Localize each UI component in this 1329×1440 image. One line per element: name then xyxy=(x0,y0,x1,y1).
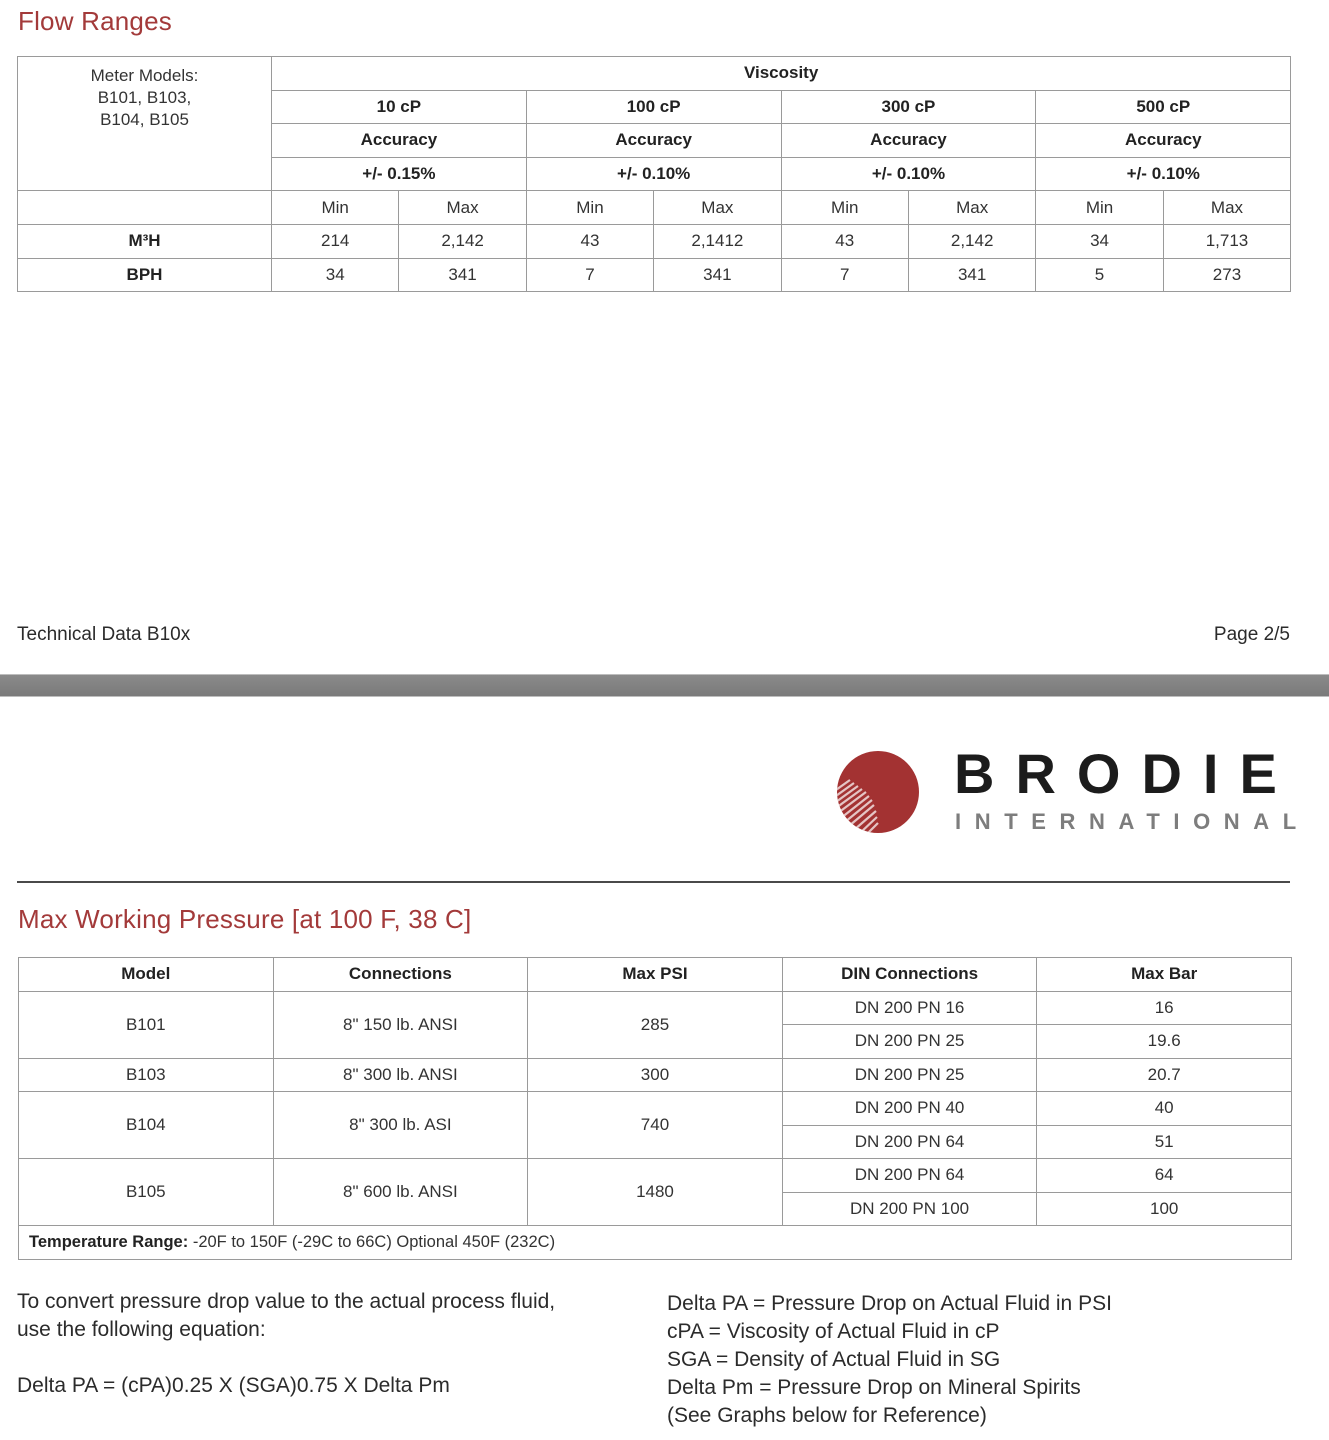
connection-cell: 8" 300 lb. ASI xyxy=(273,1092,528,1159)
definition-delta-pa: Delta PA = Pressure Drop on Actual Fluid in PSI xyxy=(667,1292,1112,1315)
viscosity-header: Viscosity xyxy=(272,57,1291,91)
connection-cell: 8" 600 lb. ANSI xyxy=(273,1159,528,1226)
temperature-range-label: Temperature Range: xyxy=(29,1232,189,1251)
max-psi-cell: 740 xyxy=(528,1092,783,1159)
definition-cpa: cPA = Viscosity of Actual Fluid in cP xyxy=(667,1320,1000,1343)
conversion-note xyxy=(17,1288,555,1400)
empty-cell xyxy=(18,191,272,225)
col-header-connections: Connections xyxy=(273,958,528,992)
table-row-bph xyxy=(18,258,1291,292)
max-bar-cell: 19.6 xyxy=(1037,1025,1292,1059)
max-bar-cell: 100 xyxy=(1037,1192,1292,1226)
model-cell: B101 xyxy=(19,991,274,1058)
accuracy-value: +/- 0.15% xyxy=(272,157,527,191)
accuracy-value: +/- 0.10% xyxy=(781,157,1036,191)
cell: 273 xyxy=(1163,258,1290,292)
viscosity-10cp: 10 cP xyxy=(272,90,527,124)
conversion-equation: Delta PA = (cPA)0.25 X (SGA)0.75 X Delta Pm xyxy=(17,1374,450,1397)
model-cell: B104 xyxy=(19,1092,274,1159)
din-cell: DN 200 PN 64 xyxy=(782,1159,1037,1193)
brodie-logo xyxy=(836,742,1310,838)
cell: 341 xyxy=(908,258,1035,292)
accuracy-label: Accuracy xyxy=(272,124,527,158)
model-cell: B105 xyxy=(19,1159,274,1226)
viscosity-300cp: 300 cP xyxy=(781,90,1036,124)
temperature-range-row xyxy=(19,1226,1292,1260)
viscosity-100cp: 100 cP xyxy=(526,90,781,124)
connection-cell: 8" 300 lb. ANSI xyxy=(273,1058,528,1092)
table-row-b103 xyxy=(19,1058,1292,1092)
row-label-m3h: M³H xyxy=(18,224,272,258)
meter-models-list-1: B101, B103, xyxy=(97,88,192,107)
definition-delta-pm: Delta Pm = Pressure Drop on Mineral Spirits xyxy=(667,1376,1081,1399)
cell: 341 xyxy=(654,258,781,292)
din-cell: DN 200 PN 100 xyxy=(782,1192,1037,1226)
din-cell: DN 200 PN 25 xyxy=(782,1058,1037,1092)
temperature-range-cell xyxy=(19,1226,1292,1260)
table-row-b101 xyxy=(19,991,1292,1025)
accuracy-value: +/- 0.10% xyxy=(1036,157,1291,191)
max-label: Max xyxy=(1163,191,1290,225)
cell: 7 xyxy=(526,258,653,292)
din-cell: DN 200 PN 40 xyxy=(782,1092,1037,1126)
accuracy-label: Accuracy xyxy=(781,124,1036,158)
meter-models-list-2: B104, B105 xyxy=(100,110,189,129)
col-header-max-psi: Max PSI xyxy=(528,958,783,992)
min-max-header-row xyxy=(18,191,1291,225)
max-bar-cell: 51 xyxy=(1037,1125,1292,1159)
logo-subtitle: INTERNATIONAL xyxy=(955,809,1310,834)
max-working-pressure-title: Max Working Pressure [at 100 F, 38 C] xyxy=(18,904,472,934)
table-row-b105 xyxy=(19,1159,1292,1193)
page-number: Page 2/5 xyxy=(1213,624,1290,645)
min-label: Min xyxy=(781,191,908,225)
min-label: Min xyxy=(1036,191,1163,225)
col-header-model: Model xyxy=(19,958,274,992)
table-row-b104 xyxy=(19,1092,1292,1126)
cell: 7 xyxy=(781,258,908,292)
max-psi-cell: 300 xyxy=(528,1058,783,1092)
cell: 2,1412 xyxy=(654,224,781,258)
flow-ranges-title: Flow Ranges xyxy=(18,6,172,36)
table-row-m3h xyxy=(18,224,1291,258)
conversion-intro-line-2: use the following equation: xyxy=(17,1318,266,1341)
cell: 34 xyxy=(272,258,399,292)
cell: 43 xyxy=(526,224,653,258)
max-psi-cell: 285 xyxy=(528,991,783,1058)
flow-ranges-table xyxy=(17,56,1291,292)
section-divider xyxy=(17,881,1290,883)
variable-definitions xyxy=(667,1290,1112,1430)
temperature-range-value: -20F to 150F (-29C to 66C) Optional 450F (232C) xyxy=(188,1232,556,1251)
viscosity-500cp: 500 cP xyxy=(1036,90,1291,124)
header-row xyxy=(19,958,1292,992)
meter-models-cell xyxy=(18,57,272,191)
max-label: Max xyxy=(399,191,526,225)
cell: 43 xyxy=(781,224,908,258)
din-cell: DN 200 PN 25 xyxy=(782,1025,1037,1059)
cell: 34 xyxy=(1036,224,1163,258)
min-label: Min xyxy=(272,191,399,225)
max-bar-cell: 16 xyxy=(1037,991,1292,1025)
accuracy-label: Accuracy xyxy=(1036,124,1291,158)
max-psi-cell: 1480 xyxy=(528,1159,783,1226)
cell: 5 xyxy=(1036,258,1163,292)
max-bar-cell: 40 xyxy=(1037,1092,1292,1126)
cell: 214 xyxy=(272,224,399,258)
model-cell: B103 xyxy=(19,1058,274,1092)
document-title-footer: Technical Data B10x xyxy=(17,624,191,645)
accuracy-label: Accuracy xyxy=(526,124,781,158)
meter-models-label: Meter Models: xyxy=(90,66,199,85)
brodie-logo-mark-icon xyxy=(836,750,920,834)
logo-wordmark: BRODIE xyxy=(954,742,1298,805)
din-cell: DN 200 PN 64 xyxy=(782,1125,1037,1159)
cell: 2,142 xyxy=(399,224,526,258)
din-cell: DN 200 PN 16 xyxy=(782,991,1037,1025)
definition-sga: SGA = Density of Actual Fluid in SG xyxy=(667,1348,1001,1371)
cell: 1,713 xyxy=(1163,224,1290,258)
max-label: Max xyxy=(908,191,1035,225)
col-header-max-bar: Max Bar xyxy=(1037,958,1292,992)
max-label: Max xyxy=(654,191,781,225)
cell: 2,142 xyxy=(908,224,1035,258)
row-label-bph: BPH xyxy=(18,258,272,292)
max-working-pressure-table xyxy=(18,957,1292,1260)
graphs-reference: (See Graphs below for Reference) xyxy=(667,1404,987,1427)
col-header-din-connections: DIN Connections xyxy=(782,958,1037,992)
min-label: Min xyxy=(526,191,653,225)
cell: 341 xyxy=(399,258,526,292)
connection-cell: 8" 150 lb. ANSI xyxy=(273,991,528,1058)
max-bar-cell: 64 xyxy=(1037,1159,1292,1193)
max-bar-cell: 20.7 xyxy=(1037,1058,1292,1092)
page-separator xyxy=(0,674,1329,697)
conversion-intro-line-1: To convert pressure drop value to the actual process fluid, xyxy=(17,1290,556,1313)
accuracy-value: +/- 0.10% xyxy=(526,157,781,191)
